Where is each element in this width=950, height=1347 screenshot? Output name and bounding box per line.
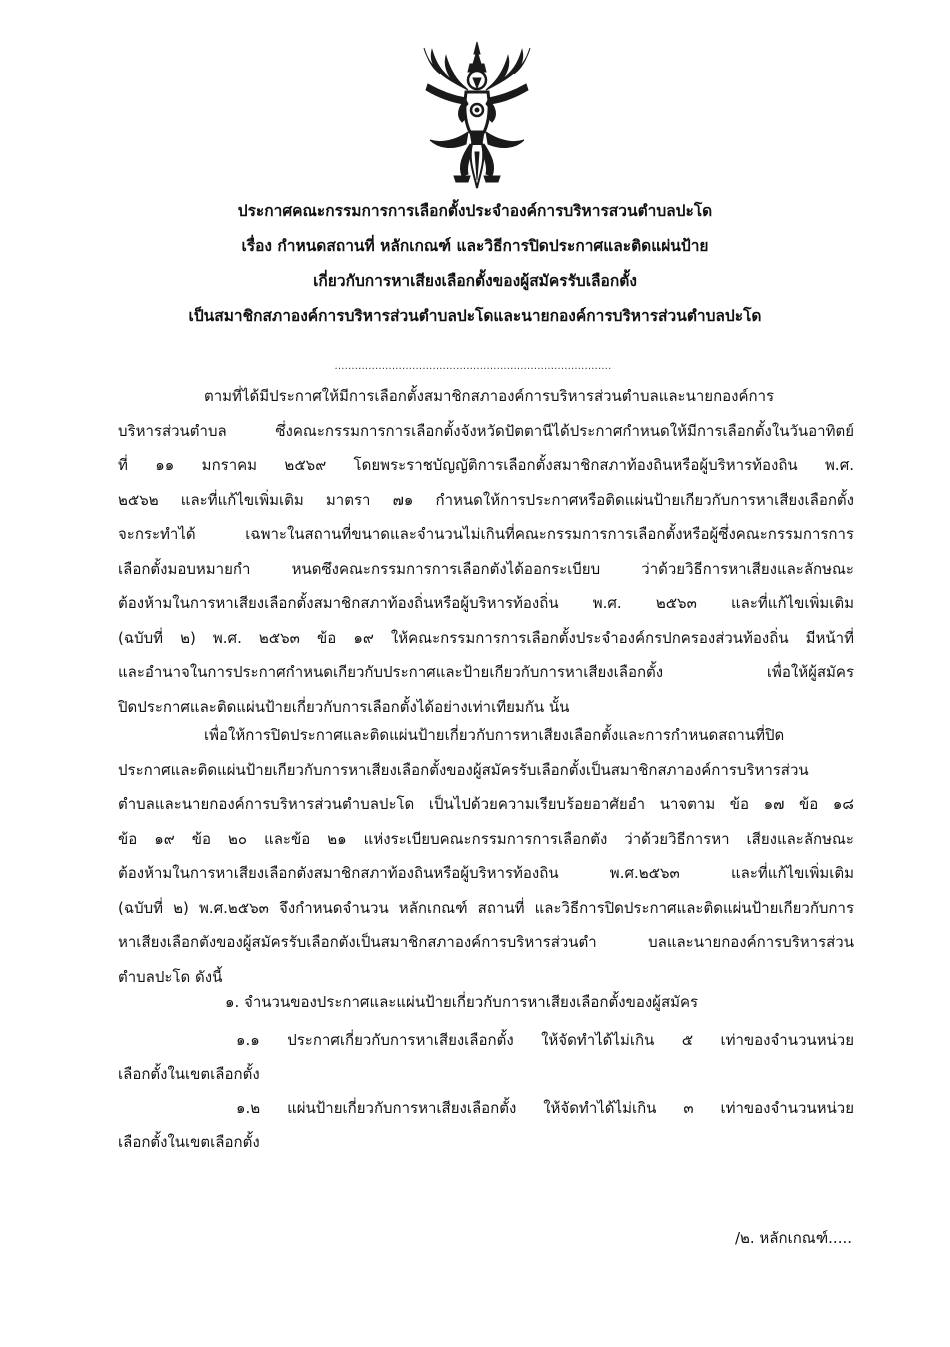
- text-line: ต้องห้ามในการหาเสียงเลือกตังสมาชิกสภาท้องถินหรือผู้บริหารท้องถิน พ.ศ.๒๕๖๓ และที่แก้ไขเพิ่มเติม: [118, 864, 854, 882]
- text-line: ปิดประกาศและติดแผ่นป้ายเกี่ยวกับการเลือกตั้งได้อย่างเท่าเทียมกัน นั้น: [118, 697, 570, 716]
- text-line: ๑.๑ ประกาศเกี่ยวกับการหาเสียงเลือกตั้ง ให้จัดทำได้ไม่เกิน ๕ เท่าของจำนวนหน่วย: [236, 1031, 854, 1049]
- text-line: เพื่อให้การปิดประกาศและติดแผ่นป้ายเกี่ยวกับการหาเสียงเลือกตั้งและการกำหนดสถานที่ปิด: [204, 726, 785, 744]
- text-line: บริหารส่วนตำบล ซึ่งคณะกรรมการการเลือกตั้งจังหวัดปัตตานีได้ประกาศกำหนดให้มีการเลือกตั้งในวันอาทิตย์: [118, 421, 854, 440]
- text-line: หาเสียงเลือกตังของผู้สมัครรับเลือกตังเป็นสมาชิกสภาองค์การบริหารส่วนตำ บลและนายกองค์การบริหารส่วน: [118, 933, 854, 951]
- garuda-emblem-icon: [418, 40, 536, 190]
- text-line: ประกาศและติดแผ่นป้ายเกียวกับการหาเสียงเลือกตั้งของผู้สมัครรับเลือกตั้งเป็นสมาชิกสภาองค์การบริหารส่วน: [118, 760, 809, 779]
- paragraph-2: [118, 718, 854, 994]
- text-line: (ฉบับที่ ๒) พ.ศ.๒๕๖๓ จึงกำหนดจำนวน หลักเกณฑ์ สถานที่ และวิธีการปิดประกาศและติดแผ่นป้ายเกียวกับการ: [118, 898, 854, 917]
- text-line: เลือกตั้งมอบหมายกำ หนดซึงคณะกรรมการการเลือกตังได้ออกระเบียบ ว่าด้วยวิธีการหาเสียงและลักษณะ: [118, 559, 854, 578]
- announcement-title: [100, 202, 850, 325]
- text-line: ข้อ ๑๙ ข้อ ๒๐ และข้อ ๒๑ แห่งระเบียบคณะกรรมการการเลือกตัง ว่าด้วยวิธีการหา เสียงและลักษณะ: [118, 829, 854, 848]
- title-line: ประกาศคณะกรรมการการเลือกตั้งประจำองค์การบริหารสวนตำบลปะโด: [237, 202, 713, 220]
- paragraph-1: [118, 379, 854, 724]
- text-line: และอำนาจในการประกาศกำหนดเกียวกับประกาศและป้ายเกียวกับการหาเสียงเลือกตั้ง เพื่อให้ผู้สมัคร: [118, 663, 854, 681]
- item-1-1: [118, 1023, 854, 1091]
- text-line: ตามที่ได้มีประกาศให้มีการเลือกตั้งสมาชิกสภาองค์การบริหารส่วนตำบลและนายกองค์การ: [204, 387, 775, 405]
- text-line: ต้องห้ามในการหาเสียงเลือกตั้งสมาชิกสภาท้องถิ่นหรือผู้บริหารท้องถิ่น พ.ศ. ๒๕๖๓ และที่แก้ไขเพิ่มเติม: [118, 594, 854, 612]
- text-line: จะกระทำได้ เฉพาะในสถานที่ขนาดและจำนวนไม่เกินที่คณะกรรมการการเลือกตั้งหรือผู้ซึ่งคณะกรรมการการ: [118, 525, 854, 543]
- text-line: (ฉบับที่ ๒) พ.ศ. ๒๕๖๓ ข้อ ๑๙ ให้คณะกรรมการการเลือกตั้งประจำองค์กรปกครองส่วนท้องถิ่น มีหน้าที่: [118, 628, 854, 647]
- text-line: ที่ ๑๑ มกราคม ๒๕๖๙ โดยพระราชบัญญัติการเลือกตั้งสมาชิกสภาท้องถินหรือผู้บริหารท้องถิน พ.ศ.: [118, 456, 854, 474]
- text-line: ๒๕๖๒ และที่แก้ไขเพิ่มเติม มาตรา ๗๑ กำหนดให้การประกาศหรือติดแผ่นป้ายเกียวกับการหาเสียงเลือกตั้ง: [118, 490, 854, 509]
- continuation-note: /๒. หลักเกณฑ์.....: [734, 1229, 852, 1247]
- text-line: เลือกตั้งในเขตเลือกตั้ง: [118, 1065, 260, 1083]
- title-separator: ..................................................................................: [334, 361, 612, 372]
- text-line: ตำบลและนายกองค์การบริหารส่วนตำบลปะโด เป็นไปด้วยความเรียบร้อยอาศัยอำ นาจตาม ข้อ ๑๗ ข้อ ๑๘: [118, 795, 854, 813]
- item-1-2: [118, 1091, 854, 1159]
- subject-line: เรื่อง กำหนดสถานที่ หลักเกณฑ์ และวิธีการปิดประกาศและติดแผ่นป้าย: [241, 237, 709, 255]
- subject-line: เกี่ยวกับการหาเสียงเลือกตั้งของผู้สมัครรับเลือกตั้ง: [313, 272, 637, 290]
- section-1-heading: ๑. จำนวนของประกาศและแผ่นป้ายเกี่ยวกับการหาเสียงเลือกตั้งของผู้สมัคร: [225, 993, 699, 1011]
- text-line: ๑.๒ แผ่นป้ายเกี่ยวกับการหาเสียงเลือกตั้ง ให้จัดทำได้ไม่เกิน ๓ เท่าของจำนวนหน่วย: [236, 1099, 854, 1117]
- text-line: เลือกตั้งในเขตเลือกตั้ง: [118, 1133, 260, 1151]
- subject-line: เป็นสมาชิกสภาองค์การบริหารส่วนตำบลปะโดและนายกองค์การบริหารส่วนตำบลปะโด: [188, 307, 762, 325]
- text-line: ตำบลปะโด ดังนี้: [118, 967, 223, 986]
